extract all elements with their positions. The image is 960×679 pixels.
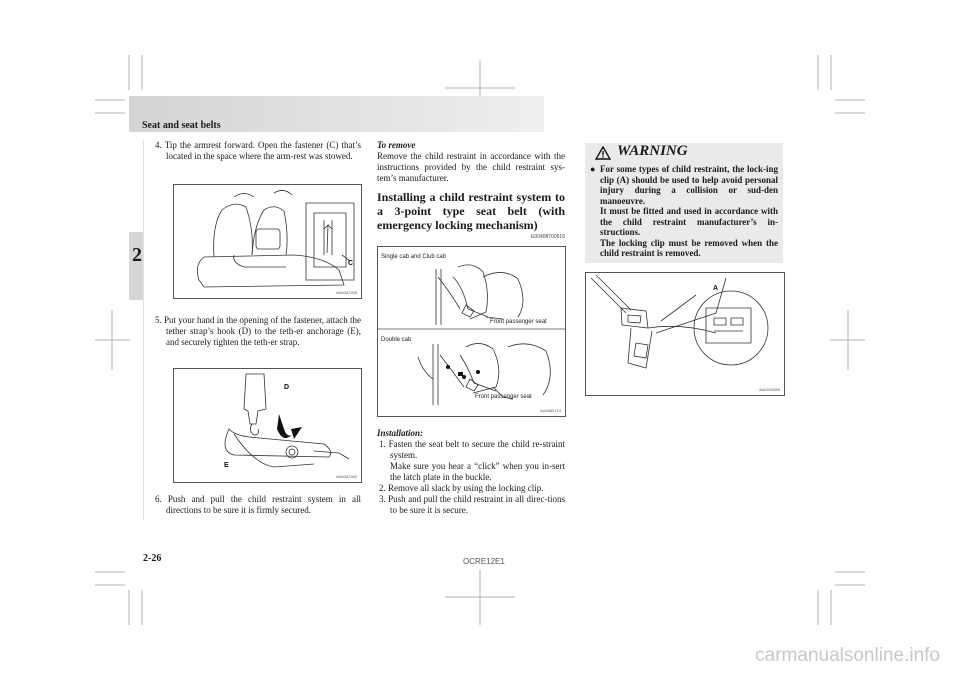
figure-passenger-seat [377,246,566,417]
document-code: OCRE12E1 [463,557,505,566]
section-title: Seat and seat belts [142,120,221,131]
bullet-icon: ● [590,164,596,174]
label-front-seat-top: Front passenger seat [490,319,547,325]
to-remove-text: Remove the child restraint in accordance with the instructions provided by the child restraint sys-tem’s manufacturer. [377,151,565,183]
label-front-seat-bottom: Front passenger seat [475,394,532,400]
warning-triangle-icon [595,146,611,160]
step-5: 5. Put your hand in the opening of the fastener, attach the tether strap’s hook (D) to the teth-er anchorage (E), and securely tighten the teth-er strap. [155,315,361,347]
section-code: E00408700516 [531,234,565,240]
figure-locking-clip [585,272,785,396]
figure-code: AA0024655 [759,387,780,392]
figure-code: AA3080714 [540,408,561,413]
figure-code: AA0057259 [336,290,357,295]
label-single-club-cab: Single cab and Club cab [381,254,447,260]
locking-clip-illustration [586,273,784,395]
installation-heading: Installation: [377,428,424,438]
label-d: D [284,384,290,391]
install-step-3: 3. Push and pull the child restraint in all direc-tions to be sure it is secure. [379,494,565,515]
figure-armrest-fastener [173,184,362,299]
tether-illustration [174,369,361,482]
step-6: 6. Push and pull the child restraint system in all directions to be sure it is firmly secured. [155,494,361,515]
armrest-illustration [174,185,361,298]
label-c: C [348,260,354,267]
seat-belt-illustration [378,247,565,416]
middle-column [377,140,565,243]
warning-text: ● For some types of child restraint, the lock-ing clip (A) should be used to help avoid personal injury during a collision or sud-den manoeuvre. It must be fitted and used in accordance with the child restraint manufacturer’s in-structions. The locking clip must be removed when the child restraint is removed. [590,164,778,258]
warning-title: WARNING [617,143,688,159]
installation-steps [377,428,565,516]
label-a: A [713,285,719,292]
watermark: carmanualsonline.info [755,645,940,666]
chapter-number: 2 [132,244,142,266]
figure-tether-anchor [173,368,362,483]
label-double-cab: Double cab [381,337,412,343]
install-step-1: 1. Fasten the seat belt to secure the child re-straint system. Make sure you hear a “click” when you in-sert the latch plate in the buckle. [379,439,565,482]
figure-code: AA0057262 [336,474,357,479]
step-4: 4. Tip the armrest forward. Open the fastener (C) that’s located in the space where the arm-rest was stowed. [155,140,361,161]
to-remove-heading: To remove [377,140,416,150]
section-heading: Installing a child restraint system to a 3-point type seat belt (with emergency locking mechanism) [377,190,565,232]
margin-rule [143,140,144,520]
warning-box [585,143,783,263]
install-step-2: 2. Remove all slack by using the locking clip. [379,483,544,493]
page-number: 2-26 [143,553,162,564]
label-e: E [224,462,229,469]
